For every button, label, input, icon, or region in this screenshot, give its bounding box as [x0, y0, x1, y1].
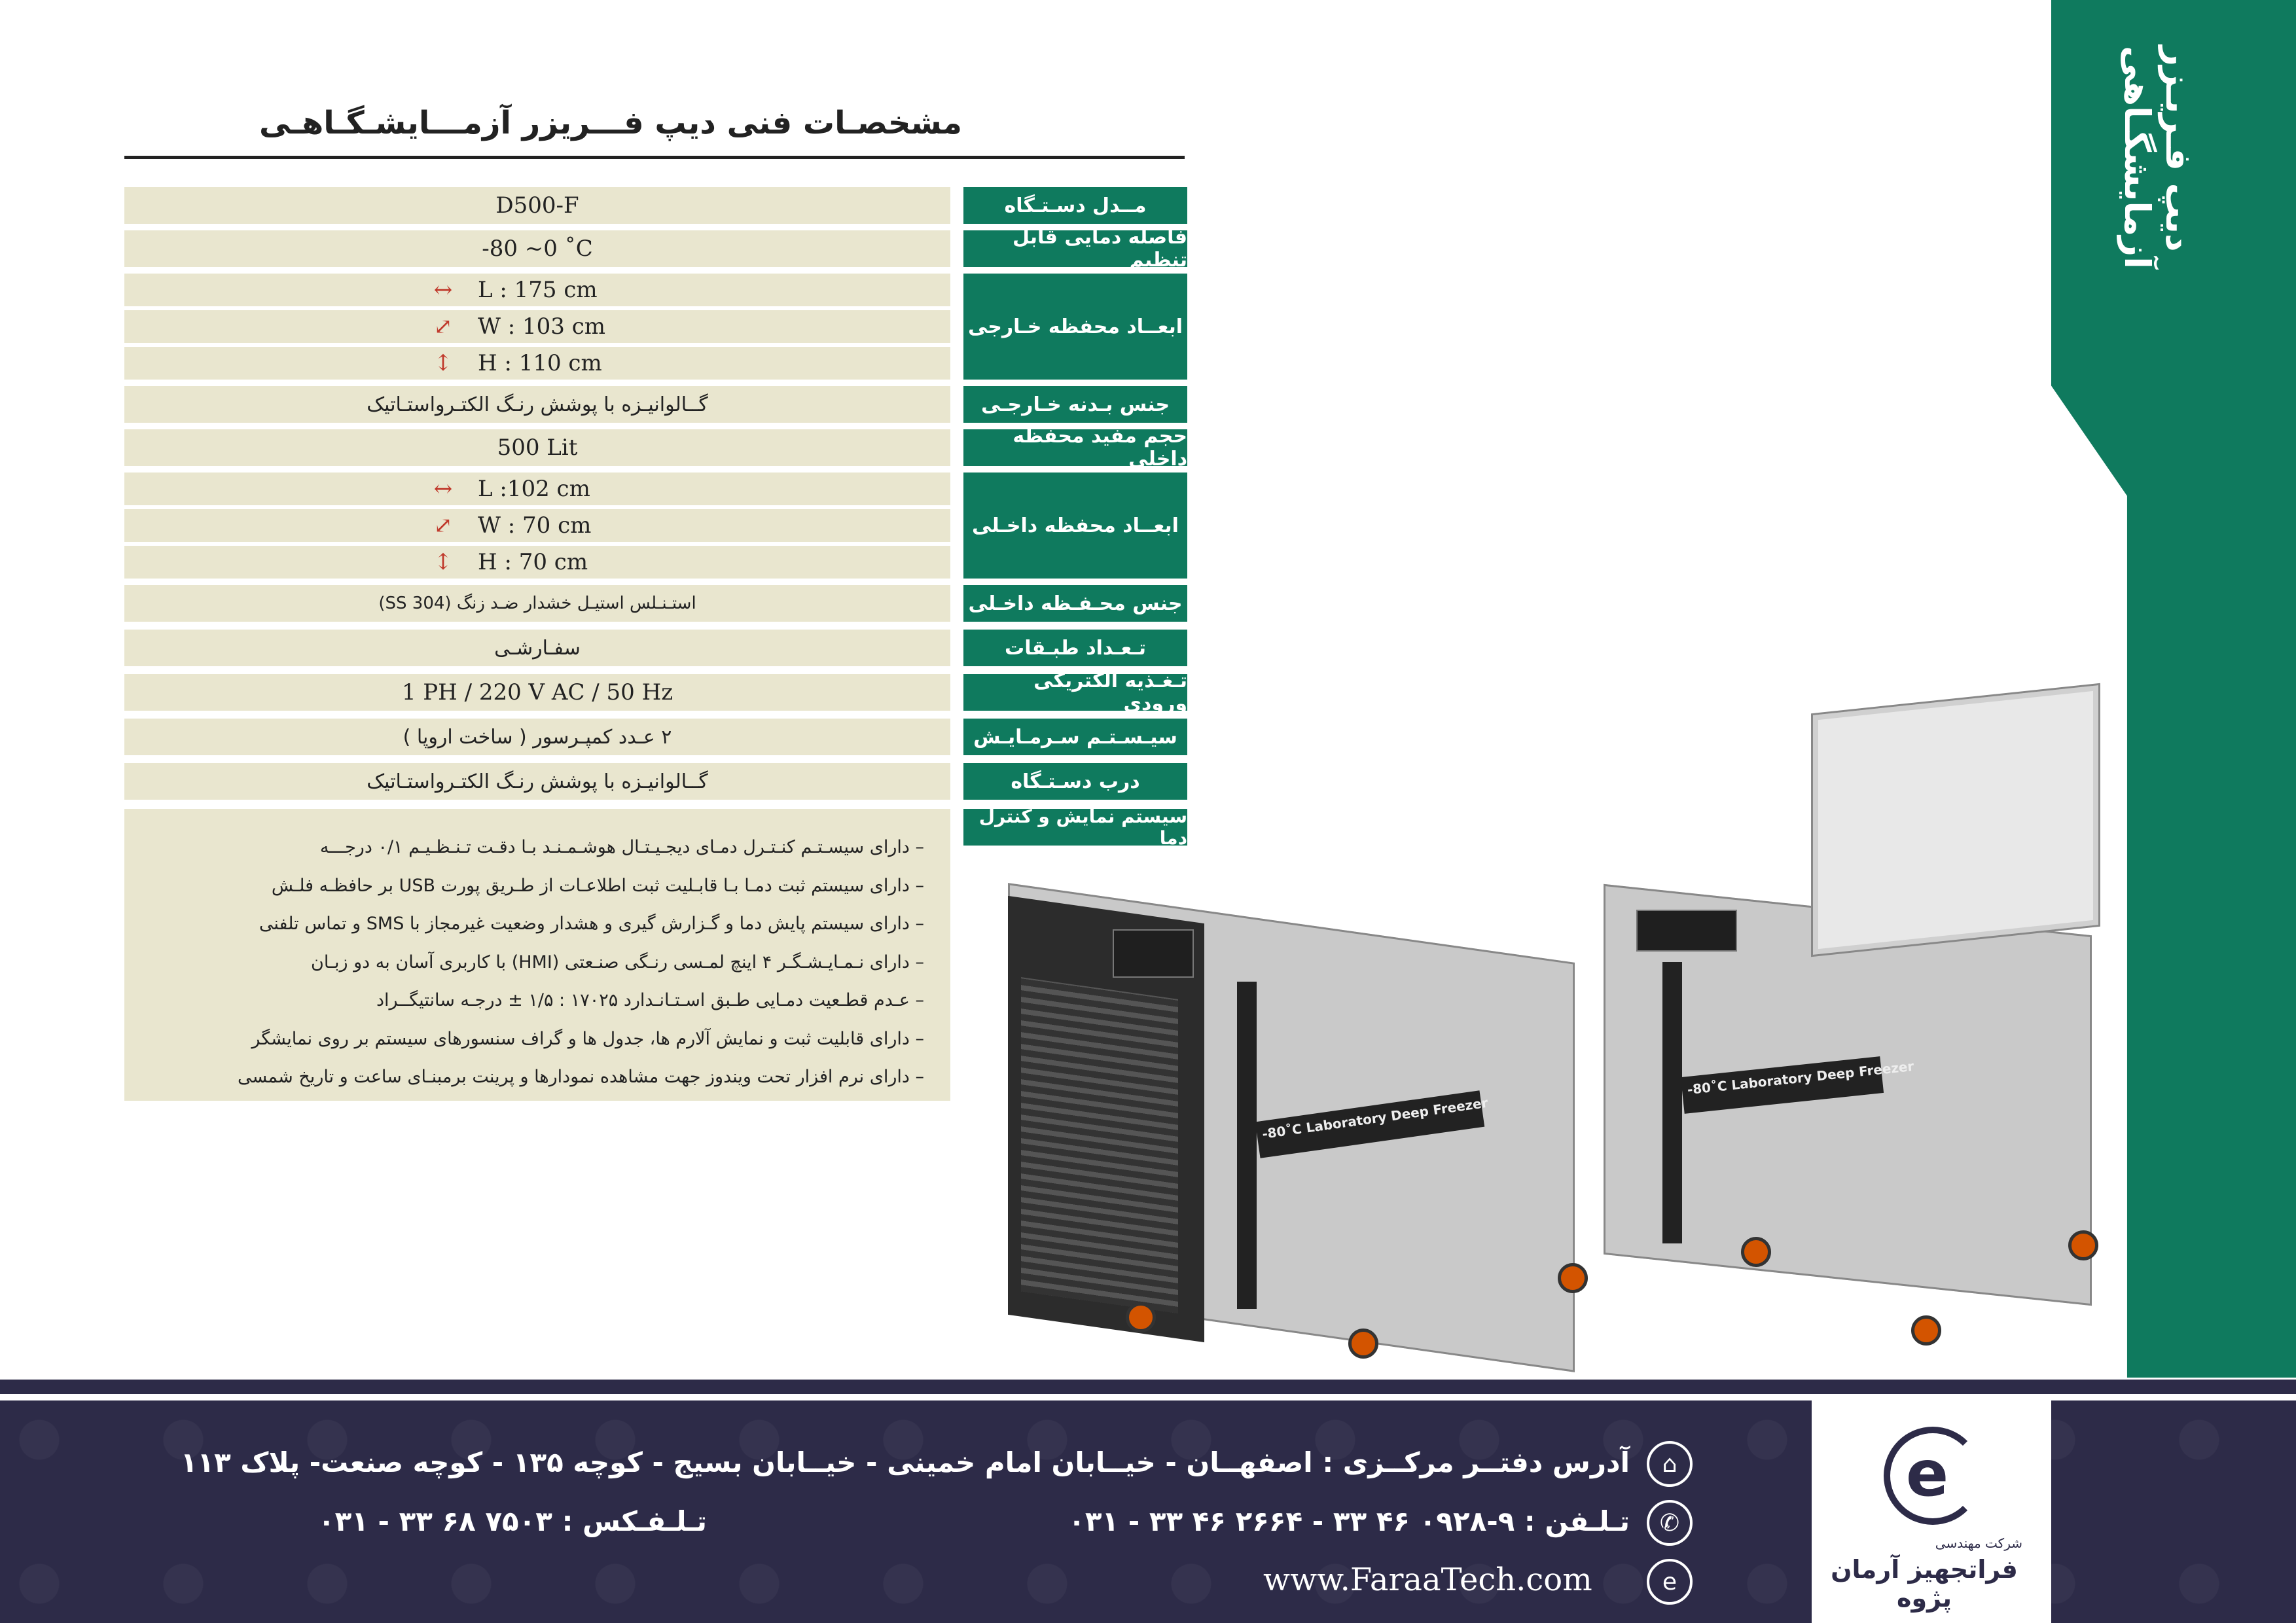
- spec-row-inner-volume: [124, 425, 1187, 471]
- wheel: [1126, 1302, 1156, 1332]
- dim-height: ↕ H : 70 cm: [124, 546, 950, 579]
- feature-item: – دارای سیستم پایش دما و گـزارش گیری و هشدار وضعیت غیرمجاز با SMS و تماس تلفنی: [259, 914, 924, 934]
- home-icon: ⌂: [1647, 1441, 1693, 1487]
- feature-item: – دارای سیسـتـم کنـتـرل دمـای دیجـیـتـال هوشـمـنـد بـا دقـت تـنـظـیـم ۰/۱ درجـــه: [319, 837, 924, 857]
- product-photo: [982, 674, 2121, 1374]
- title-divider: [124, 156, 1185, 159]
- page-title: مشخصـات فنی دیپ فـــریزر آزمـــایشـگـاهـی: [259, 105, 962, 141]
- arrow-diagonal-icon: ⤢: [433, 313, 453, 340]
- logo-subtitle: شرکت مهندسی: [1935, 1535, 2022, 1551]
- spec-row-outer-dims: [124, 274, 1187, 380]
- product-label-strip: -80˚C Laboratory Deep Freezer: [1255, 1090, 1484, 1158]
- arrow-up-down-icon: ↕: [433, 549, 453, 575]
- spec-label: جنس بـدنه خـارجـی: [963, 386, 1187, 423]
- footer-website[interactable]: www.FaraaTech.com: [1263, 1561, 1592, 1598]
- wheel: [1558, 1263, 1588, 1293]
- footer-top-line: [0, 1380, 2296, 1394]
- arrow-left-right-icon: ↔: [433, 476, 453, 502]
- dim-length: ↔ L :102 cm: [124, 473, 950, 505]
- features-list: [124, 809, 950, 1101]
- wheel: [2068, 1230, 2098, 1260]
- open-lid: [1813, 685, 2098, 955]
- control-panel: [1113, 929, 1194, 978]
- spec-label: جنس محـفـظه داخـلی: [963, 585, 1187, 622]
- spec-label: مــدل دسـتـگاه: [963, 187, 1187, 224]
- dim-width: ⤢ W : 103 cm: [124, 310, 950, 343]
- spec-row-shelves: [124, 630, 1187, 666]
- spec-label: سیـسـتـم سـرمـایـش: [963, 719, 1187, 755]
- spec-row-inner-material: [124, 585, 1187, 622]
- wheel: [1741, 1237, 1771, 1267]
- logo-company-name: فراتجهیز آرمان پژوه: [1831, 1555, 2018, 1613]
- side-title: دیپ فـریـزر آزمایشگـاهی: [2117, 46, 2199, 269]
- dim-height: ↕ H : 110 cm: [124, 347, 950, 380]
- footer-address: آدرس دفتــر مرکــزی : اصفهــان - خیــابان امام خمینی - خیــابان بسیج - کوچه ۱۳۵ - کوچه صنعت- پلاک ۱۱۳: [180, 1446, 1630, 1478]
- spec-value: ۲ عـدد کمپـرسور ( ساخت اروپا ): [124, 719, 950, 755]
- spec-label: ابعــاد محفظه خـارجی: [963, 274, 1187, 380]
- spec-value: گــالوانیـزه با پوشش رنـگ الکتـرواستـاتیک: [124, 763, 950, 800]
- company-logo-e-icon: e: [1906, 1437, 1949, 1510]
- spec-value: -80 ~0 ˚C: [124, 230, 950, 267]
- feature-item: – عـدم قطـعیت دمـایی طـبق اسـتـانـدارد ۱۷۰۲۵ : ۱/۵ ± درجـه سانتیگــراد: [376, 990, 924, 1010]
- feature-item: – دارای سیستم ثبت دمـا بـا قابـلیت ثبت اطلاعـات از طـریق پورت USB بر حافظـه فلـش: [271, 875, 924, 896]
- spec-label: ابعــاد محفظه داخـلی: [963, 473, 1187, 579]
- dim-width: ⤢ W : 70 cm: [124, 509, 950, 542]
- wheel: [1348, 1329, 1378, 1359]
- feature-item: – دارای نرم افزار تحت ویندوز جهت مشاهده نمودارها و پرینت برمبنـای ساعت و تاریخ شمسی: [237, 1067, 924, 1087]
- control-panel: [1636, 910, 1737, 952]
- spec-label: درب دسـتـگاه: [963, 763, 1187, 800]
- wheel: [1911, 1315, 1941, 1346]
- spec-row-inner-dims: [124, 473, 1187, 579]
- arrow-left-right-icon: ↔: [433, 277, 453, 303]
- spec-label: فاصله دمایی قابل تنظیم: [963, 230, 1187, 267]
- footer-fax: تـلـفـکس : ۷۵۰۳ ۶۸ ۳۳ - ۰۳۱: [318, 1505, 707, 1537]
- spec-value: 500 Lit: [124, 429, 950, 466]
- spec-value: گــالوانیـزه با پوشش رنـگ الکتـرواستـاتیک: [124, 386, 950, 423]
- spec-label: تـغـذیه الکتریکی ورودی: [963, 674, 1187, 711]
- spec-value: سفـارشـی: [124, 630, 950, 666]
- feature-item: – دارای قابلیت ثبت و نمایش آلارم ها، جدول ها و گراف سنسورهای سیستم بر روی نمایشگر: [251, 1028, 924, 1049]
- phone-icon: ✆: [1647, 1500, 1693, 1546]
- vent-grille: [1021, 977, 1178, 1313]
- feature-item: – دارای نـمـایـشـگـر ۴ اینچ لمـسی رنـگی صنـعتی (HMI) با کاربری آسان به دو زبـان: [311, 952, 924, 972]
- spec-label: تـعـداد طبـقات: [963, 630, 1187, 666]
- vertical-handle-strip: [1237, 982, 1257, 1309]
- arrow-up-down-icon: ↕: [433, 350, 453, 376]
- spec-label: سیستم نمایش و کنترل دما: [963, 809, 1187, 846]
- spec-value: D500-F: [124, 187, 950, 224]
- spec-label: حجم مفید محفظه داخلی: [963, 429, 1187, 466]
- product-label-strip: -80˚C Laboratory Deep Freezer: [1681, 1056, 1884, 1114]
- dim-length: ↔ L : 175 cm: [124, 274, 950, 306]
- spec-row-body-material: [124, 386, 1187, 423]
- vertical-handle-strip: [1662, 962, 1682, 1243]
- spec-row-model: [124, 187, 1187, 224]
- arrow-diagonal-icon: ⤢: [433, 512, 453, 539]
- footer-phone: تـلـفن : ۹-۰۹۲۸ ۴۶ ۳۳ - ۲۶۶۴ ۴۶ ۳۳ - ۰۳۱: [1068, 1505, 1630, 1537]
- spec-value: 1 PH / 220 V AC / 50 Hz: [124, 674, 950, 711]
- web-e-icon: e: [1647, 1559, 1693, 1605]
- spec-value: استـنـلس استیـل خشدار ضـد زنگ (SS 304): [124, 585, 950, 622]
- spec-row-temp-range: [124, 226, 1187, 272]
